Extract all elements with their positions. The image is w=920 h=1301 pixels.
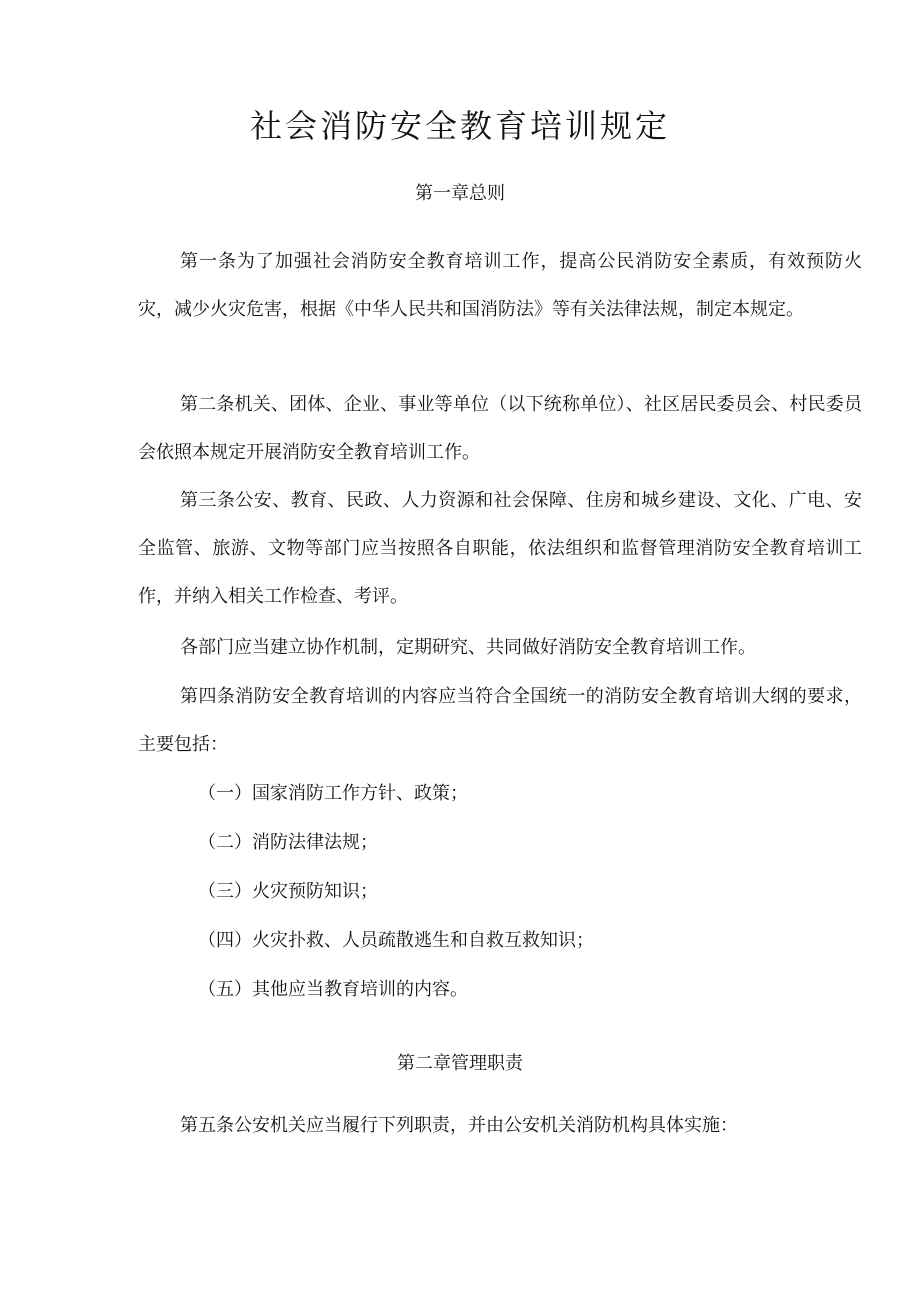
article-1: 第一条为了加强社会消防安全教育培训工作，提高公民消防安全素质，有效预防火灾，减少火灾危害，根据《中华人民共和国消防法》等有关法律法规，制定本规定。 [138, 251, 862, 320]
document-title: 社会消防安全教育培训规定 [249, 107, 670, 145]
chapter-heading-2: 第二章管理职责 [397, 1053, 523, 1074]
list-item: （五）其他应当教育培训的内容。 [198, 979, 468, 1000]
list-item: （三）火灾预防知识； [198, 881, 378, 902]
list-item: （一）国家消防工作方针、政策； [198, 783, 468, 804]
chapter-heading-1: 第一章总则 [415, 183, 505, 204]
list-item: （二）消防法律法规； [198, 832, 378, 853]
article-3-paragraph-2: 各部门应当建立协作机制，定期研究、共同做好消防安全教育培训工作。 [180, 637, 756, 658]
article-5: 第五条公安机关应当履行下列职责，并由公安机关消防机构具体实施： [180, 1115, 738, 1136]
article-4: 第四条消防安全教育培训的内容应当符合全国统一的消防安全教育培训大纲的要求，主要包括： [138, 686, 862, 755]
article-2: 第二条机关、团体、企业、事业等单位（以下统称单位）、社区居民委员会、村民委员会依照本规定开展消防安全教育培训工作。 [138, 394, 862, 463]
article-3: 第三条公安、教育、民政、人力资源和社会保障、住房和城乡建设、文化、广电、安全监管、旅游、文物等部门应当按照各自职能，依法组织和监督管理消防安全教育培训工作，并纳入相关工作检查、考评。 [138, 490, 862, 607]
list-item: （四）火灾扑救、人员疏散逃生和自救互救知识； [198, 930, 594, 951]
